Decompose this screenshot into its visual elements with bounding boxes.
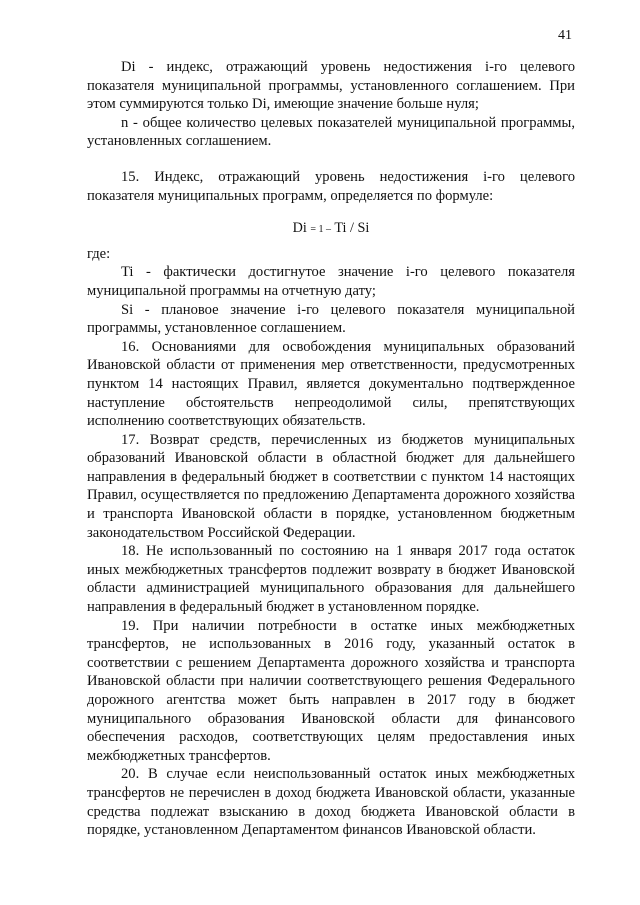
formula-numerator: Ti [334,220,347,237]
page-number: 41 [558,28,572,43]
paragraph-ti-definition: Ti - фактически достигнутое значение i-го целевого показателя муниципальной программы на отчетную дату; [87,264,575,299]
paragraph-di-definition: Di - индекс, отражающий уровень недостижения i-го целевого показателя муниципальной программы, установленного соглашением. При этом суммируются только Di, имеющие значение больше нуля; [87,59,575,113]
paragraph-n-definition: n - общее количество целевых показателей муниципальной программы, установленных соглашением. [87,114,575,150]
paragraph-16: 16. Основаниями для освобождения муниципальных образований Ивановской области от применения мер ответственности, предусмотренных пунктом 14 настоящих Правил, является документально подтвержденное наступление обстоятельств непреодолимой силы, препятствующих исполнению соответствующих обязательств. [87,338,575,430]
paragraph-18: 18. Не использованный по состоянию на 1 января 2017 года остаток иных межбюджетных трансфертов подлежит возврату в бюджет Ивановской области администрацией муниципального образования для дальнейшего направления в федеральный бюджет в установленном порядке. [87,543,575,616]
spacer [87,151,575,168]
formula-equals-one-minus: = 1 – [310,224,332,236]
formula-slash: / [349,220,354,237]
paragraph-si-definition: Si - плановое значение i-го целевого показателя муниципальной программы, установленное соглашением. [87,301,575,337]
paragraph-where: где: [87,245,111,262]
paragraph-20: 20. В случае если неиспользованный остаток иных межбюджетных трансфертов не перечислен в доход бюджета Ивановской области, указанные средства подлежат взысканию в доход бюджета Ивановской области в порядке, установленном Департаментом финансов Ивановской области. [87,766,575,839]
paragraph-19: 19. При наличии потребности в остатке иных межбюджетных трансфертов, не использованных в 2016 году, указанный остаток в соответствии с решением Департамента дорожного хозяйства и транспорта Ивановской области при наличии соответствующего решения Федерального дорожного агентства может быть направлен в 2017 году в бюджет муниципального образования Ивановской области для финансового обеспечения расходов, соответствующих целям предоставления иных межбюджетных трансфертов. [87,617,575,764]
paragraph-15: 15. Индекс, отражающий уровень недостижения i-го целевого показателя муниципальных программ, определяется по формуле: [87,168,575,204]
formula-lhs: Di [292,220,307,237]
paragraph-17: 17. Возврат средств, перечисленных из бюджетов муниципальных образований Ивановской области в областной бюджет для дальнейшего направления в федеральный бюджет в соответствии с пунктом 14 настоящих Правил, осуществляется по предложению Департамента дорожного хозяйства и транспорта Ивановской области в порядке, установленном бюджетным законодательством Российской Федерации. [87,431,575,541]
formula-denominator: Si [357,220,370,237]
formula [87,219,575,240]
document-body [87,58,575,840]
